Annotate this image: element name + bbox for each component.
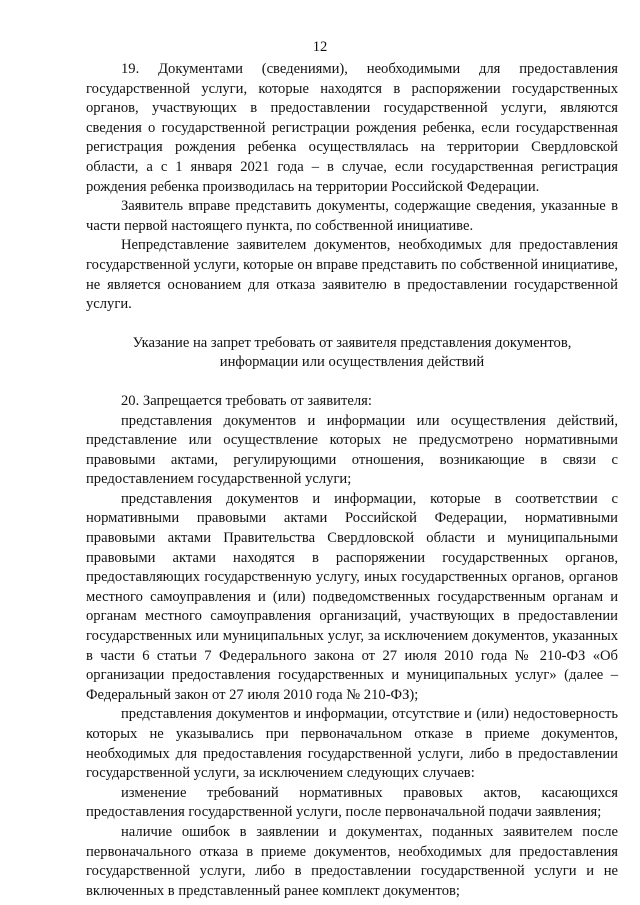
paragraph-20-intro: 20. Запрещается требовать от заявителя: (121, 392, 372, 409)
paragraph-20-case-2: наличие ошибок в заявлении и документах, поданных заявителем после первоначального отказа в приеме документов, необходимых для предоставления государственной услуги, либо в предоставлении государственной услуги и не включенных в представленный ранее комплект документов; (86, 823, 618, 899)
paragraph-20-case-1: изменение требований нормативных правовых актов, касающихся предоставления государственной услуги, после первоначальной подачи заявления; (86, 784, 618, 821)
paragraph-20-item-2: представления документов и информации, которые в соответствии с нормативными правовыми актами Российской Федерации, нормативными правовыми актами Правительства Свердловской области и муниципальными правовыми актами находятся в распоряжении государственных органов, предоставляющих государственную услугу, иных государственных органов, органов местного самоуправления и (или) подведомственных государственным органам и органам местного самоуправления организаций, участвующих в предоставлении государственных или муниципальных услуг, за исключением документов, указанных в части 6 статьи 7 Федерального закона от 27 июля 2010 года № 210-ФЗ «Об организации предоставления государственных и муниципальных услуг» (далее – Федеральный закон от 27 июля 2010 года № 210-ФЗ); (86, 490, 618, 703)
spacer (86, 315, 618, 334)
document-body (86, 60, 618, 901)
spacer (86, 373, 618, 392)
paragraph-19-2: Заявитель вправе представить документы, содержащие сведения, указанные в части первой настоящего пункта, по собственной инициативе. (86, 198, 618, 234)
paragraph-19-3: Непредставление заявителем документов, необходимых для предоставления государственной услуги, которые он вправе представить по собственной инициативе, не является основанием для отказа заявителю в предоставлении государственной услуги. (86, 237, 618, 313)
paragraph-20-item-1: представления документов и информации или осуществления действий, представление или осуществление которых не предусмотрено нормативными правовыми актами, регулирующими отношения, возникающие в связи с предоставлением государственной услуги; (86, 412, 618, 488)
paragraph-19-1: 19. Документами (сведениями), необходимыми для предоставления государственной услуги, которые находятся в распоряжении государственных органов, участвующих в предоставлении государственной услуги, являются сведения о государственной регистрации рождения ребенка, если государственная регистрация рождения ребенка осуществлялась на территории Свердловской области, а с 1 января 2021 года – в случае, если государственная регистрация рождения ребенка производилась на территории Российской Федерации. (86, 61, 618, 195)
page-number: 12 (312, 39, 328, 55)
paragraph-20-item-3: представления документов и информации, отсутствие и (или) недостоверность которых не указывались при первоначальном отказе в приеме документов, необходимых для предоставления государственной услуги, либо в предоставлении государственной услуги, за исключением следующих случаев: (86, 706, 618, 782)
section-heading: Указание на запрет требовать от заявителя представления документов, информации или осуществления действий (132, 334, 572, 371)
